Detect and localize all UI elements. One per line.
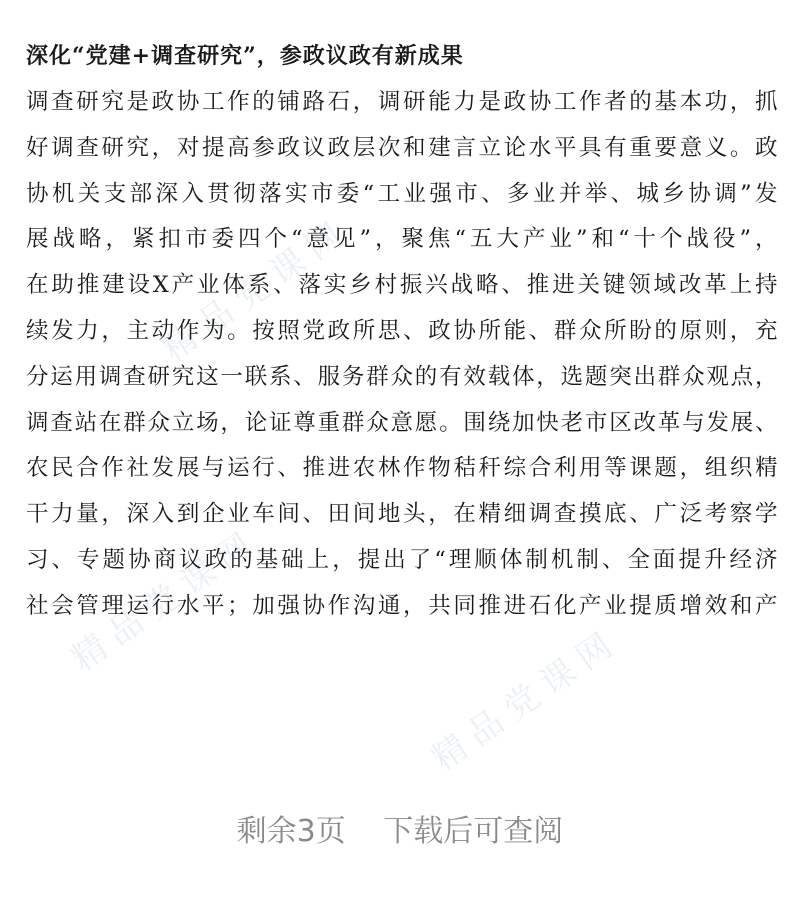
download-to-view-label[interactable]: 下载后可查阅 bbox=[383, 814, 564, 849]
download-prompt[interactable] bbox=[0, 806, 800, 850]
watermark: 精品党课网 bbox=[154, 210, 358, 370]
paragraph bbox=[26, 80, 778, 630]
paragraph-line: 农民合作社发展与运行、推进农林作物秸秆综合利用等课题，组织精 bbox=[26, 455, 778, 482]
paragraph-line: 展战略，紧扣市委四个“意见”，聚焦“五大产业”和“十个战役”， bbox=[26, 226, 778, 253]
paragraph-line: 调查研究是政协工作的铺路石，调研能力是政协工作者的基本功，抓 bbox=[26, 89, 778, 115]
watermark: 精品党课网 bbox=[424, 620, 628, 780]
paragraph-line: 分运用调查研究这一联系、服务群众的有效载体，选题突出群众观点， bbox=[26, 363, 778, 390]
paragraph-line: 在助推建设X产业体系、落实乡村振兴战略、推进关键领域改革上持 bbox=[26, 272, 778, 299]
paragraph-line: 干力量，深入到企业车间、田间地头，在精细调查摸底、广泛考察学 bbox=[26, 501, 778, 528]
paragraph-line: 好调查研究，对提高参政议政层次和建言立论水平具有重要意义。政 bbox=[26, 134, 778, 161]
paragraph-line: 调查站在群众立场，论证尊重群众意愿。围绕加快老市区改革与发展、 bbox=[26, 409, 778, 436]
paragraph-line: 社会管理运行水平；加强协作沟通，共同推进石化产业提质增效和产 bbox=[26, 592, 778, 619]
document-body bbox=[26, 36, 778, 630]
paragraph-line: 协机关支部深入贯彻落实市委“工业强市、多业并举、城乡协调”发 bbox=[26, 180, 778, 207]
paragraph-line: 续发力，主动作为。按照党政所思、政协所能、群众所盼的原则，充 bbox=[26, 317, 778, 344]
section-heading: 深化“党建+调查研究”，参政议政有新成果 bbox=[26, 43, 464, 69]
watermark: 精品党课网 bbox=[64, 520, 268, 680]
remaining-pages-label: 剩余3页 bbox=[236, 814, 346, 849]
paragraph-line: 习、专题协商议政的基础上，提出了“理顺体制机制、全面提升经济 bbox=[26, 546, 778, 573]
